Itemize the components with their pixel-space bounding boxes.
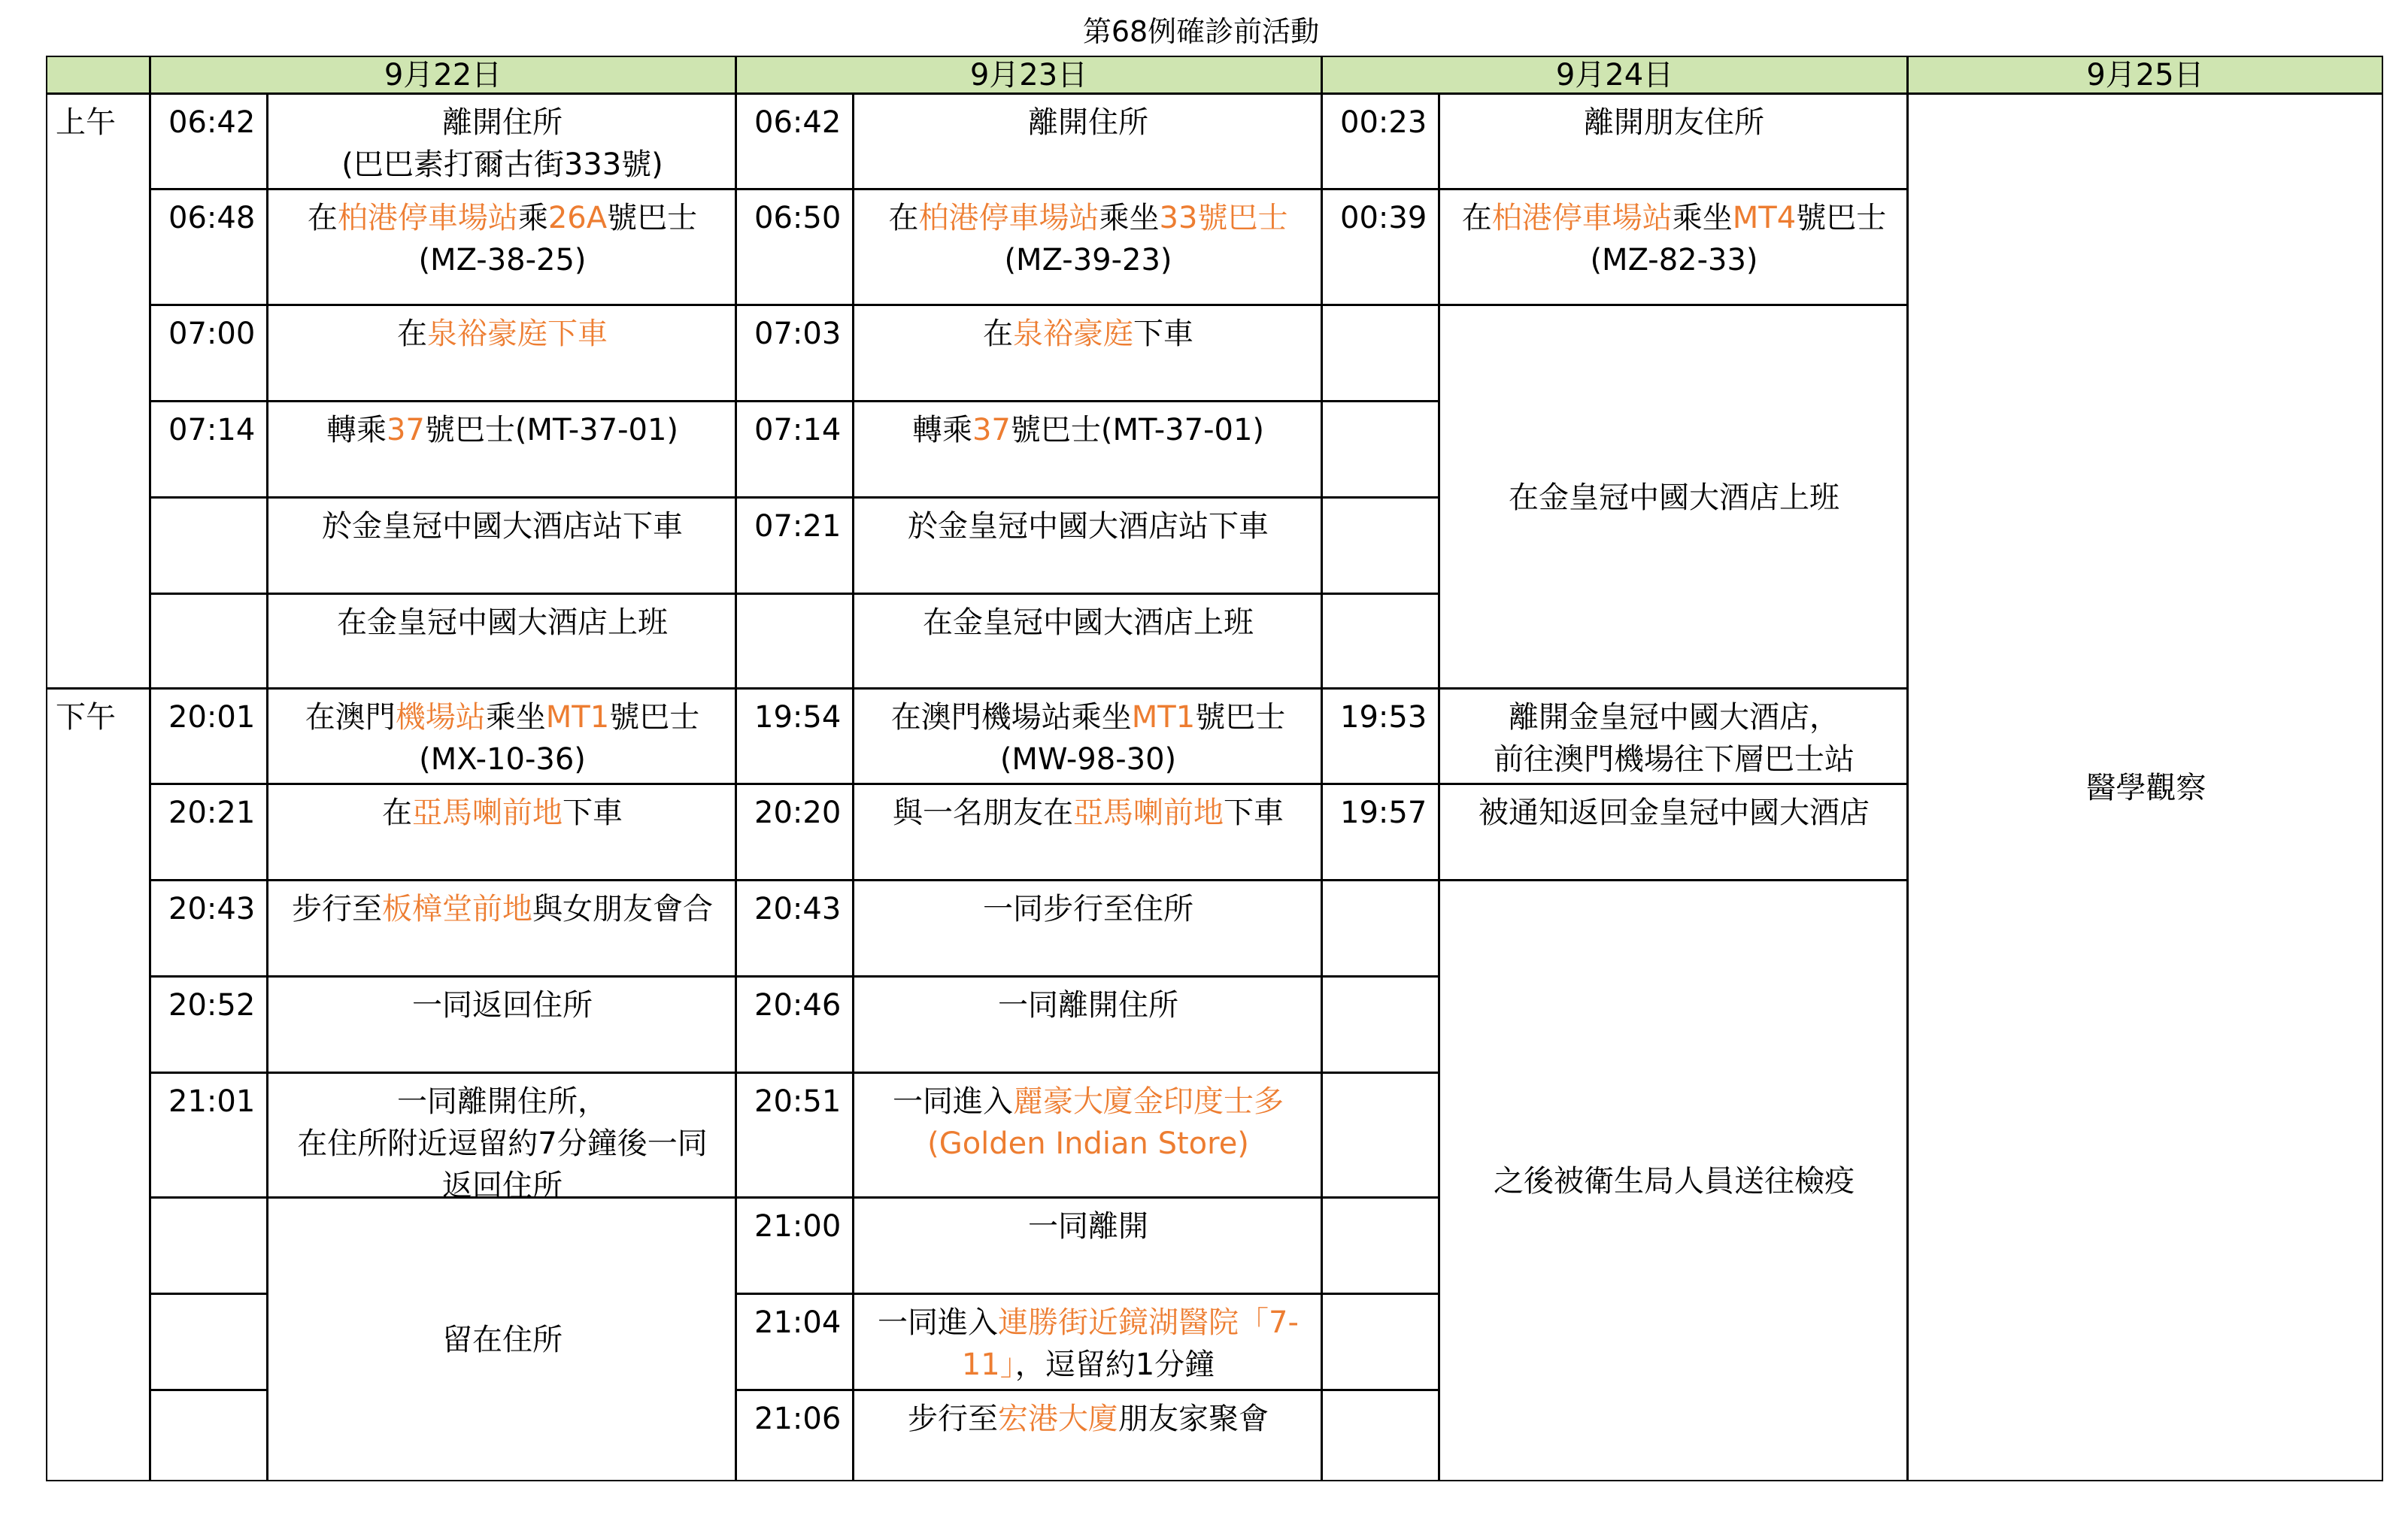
d2-time: 20:46: [754, 988, 842, 1023]
d3-activity: 被通知返回金皇冠中國大酒店: [1479, 796, 1870, 830]
d1-activity: 在柏港停車場站乘26A號巴士 (MZ-38-25): [307, 201, 698, 277]
d1-activity: 一同返回住所: [412, 988, 593, 1023]
d2-activity: 轉乘37號巴士(MT-37-01): [911, 413, 1265, 447]
d2-activity: 一同進入麗豪大廈金印度士多 (Golden Indian Store): [893, 1084, 1284, 1161]
activity-table: [47, 56, 2384, 1482]
d3-time: 00:39: [1340, 201, 1427, 235]
d2-time: 06:42: [754, 105, 842, 140]
d1-activity: 步行至板樟堂前地與女朋友會合: [292, 892, 713, 926]
d1-time: 20:43: [168, 892, 256, 926]
d1-time: 07:00: [168, 317, 256, 351]
d2-time: 21:06: [754, 1402, 842, 1436]
d2-activity: 一同離開住所: [998, 988, 1178, 1023]
d1-activity: 在泉裕豪庭下車: [397, 317, 608, 351]
d2-activity: 於金皇冠中國大酒店站下車: [908, 509, 1269, 544]
d2-activity: 一同步行至住所: [983, 892, 1193, 926]
d2-time: 21:00: [754, 1209, 842, 1244]
d2-time: 07:14: [754, 413, 842, 447]
d3-activity-work: 在金皇冠中國大酒店上班: [1509, 480, 1839, 515]
period-label-pm: 下午: [56, 700, 116, 735]
page-title: 第68例確診前活動: [1082, 15, 1320, 48]
d1-time: 20:52: [168, 988, 256, 1023]
d1-activity: 於金皇冠中國大酒店站下車: [322, 509, 683, 544]
d3-activity: 離開金皇冠中國大酒店， 前往澳門機場往下層巴士站: [1494, 700, 1855, 777]
d2-activity: 在澳門機場站乘坐MT1號巴士 (MW-98-30): [890, 700, 1286, 777]
period-cell-am: [46, 93, 150, 689]
day-header-4: 9月25日: [1907, 56, 2383, 94]
d3-time: 00:23: [1340, 105, 1427, 140]
d2-time: 20:51: [754, 1084, 842, 1119]
d2-activity: 步行至宏港大廈朋友家聚會: [908, 1402, 1269, 1436]
d3-activity-quarantine: 之後被衛生局人員送往檢疫: [1494, 1164, 1855, 1199]
d2-activity: 與一名朋友在亞馬喇前地下車: [893, 796, 1284, 830]
d2-time: 19:54: [754, 700, 842, 735]
d1-activity: 在澳門機場站乘坐MT1號巴士 (MX-10-36): [305, 700, 700, 777]
d1-activity: 一同離開住所， 在住所附近逗留約7分鐘後一同 返回住所: [297, 1084, 708, 1203]
d3-time: 19:57: [1340, 796, 1427, 830]
d2-time: 20:20: [754, 796, 842, 830]
d1-time: 06:48: [168, 201, 256, 235]
d1-activity: 離開住所 (巴巴素打爾古街333號): [341, 105, 663, 182]
d4-observation: 醫學觀察: [2085, 771, 2206, 805]
d1-time: 20:21: [168, 796, 256, 830]
day-header-1: 9月22日: [150, 56, 736, 94]
d1-activity-stay: 留在住所: [442, 1323, 563, 1357]
d1-time: 20:01: [168, 700, 256, 735]
d2-activity: 離開住所: [1028, 105, 1148, 140]
d1-activity: 轉乘37號巴士(MT-37-01): [326, 413, 679, 447]
d2-activity: 在柏港停車場站乘坐33號巴士 (MZ-39-23): [888, 201, 1288, 277]
d1-activity: 在亞馬喇前地下車: [382, 796, 623, 830]
d2-time: 21:04: [754, 1305, 842, 1340]
d2-activity: 一同離開: [1028, 1209, 1148, 1244]
d3-time: 19:53: [1340, 700, 1427, 735]
day-header-2: 9月23日: [735, 56, 1322, 94]
d2-time: 06:50: [754, 201, 842, 235]
d1-time: 07:14: [168, 413, 256, 447]
d1-activity: 在金皇冠中國大酒店上班: [337, 605, 668, 640]
d2-time: 07:03: [754, 317, 842, 351]
d3-activity: 在柏港停車場站乘坐MT4號巴士 (MZ-82-33): [1461, 201, 1887, 277]
header-blank: [46, 56, 150, 94]
period-cell-pm: [46, 688, 150, 1481]
d2-activity: 在金皇冠中國大酒店上班: [923, 605, 1254, 640]
day-header-3: 9月24日: [1321, 56, 1908, 94]
d1-time: 21:01: [168, 1084, 256, 1119]
d2-activity: 在泉裕豪庭下車: [983, 317, 1193, 351]
period-label-am: 上午: [56, 105, 116, 140]
d2-activity: 一同進入連勝街近鏡湖醫院「7- 11」，逗留約1分鐘: [878, 1305, 1299, 1382]
d2-time: 20:43: [754, 892, 842, 926]
d3-activity: 離開朋友住所: [1584, 105, 1764, 140]
d1-time: 06:42: [168, 105, 256, 140]
d2-time: 07:21: [754, 509, 842, 544]
